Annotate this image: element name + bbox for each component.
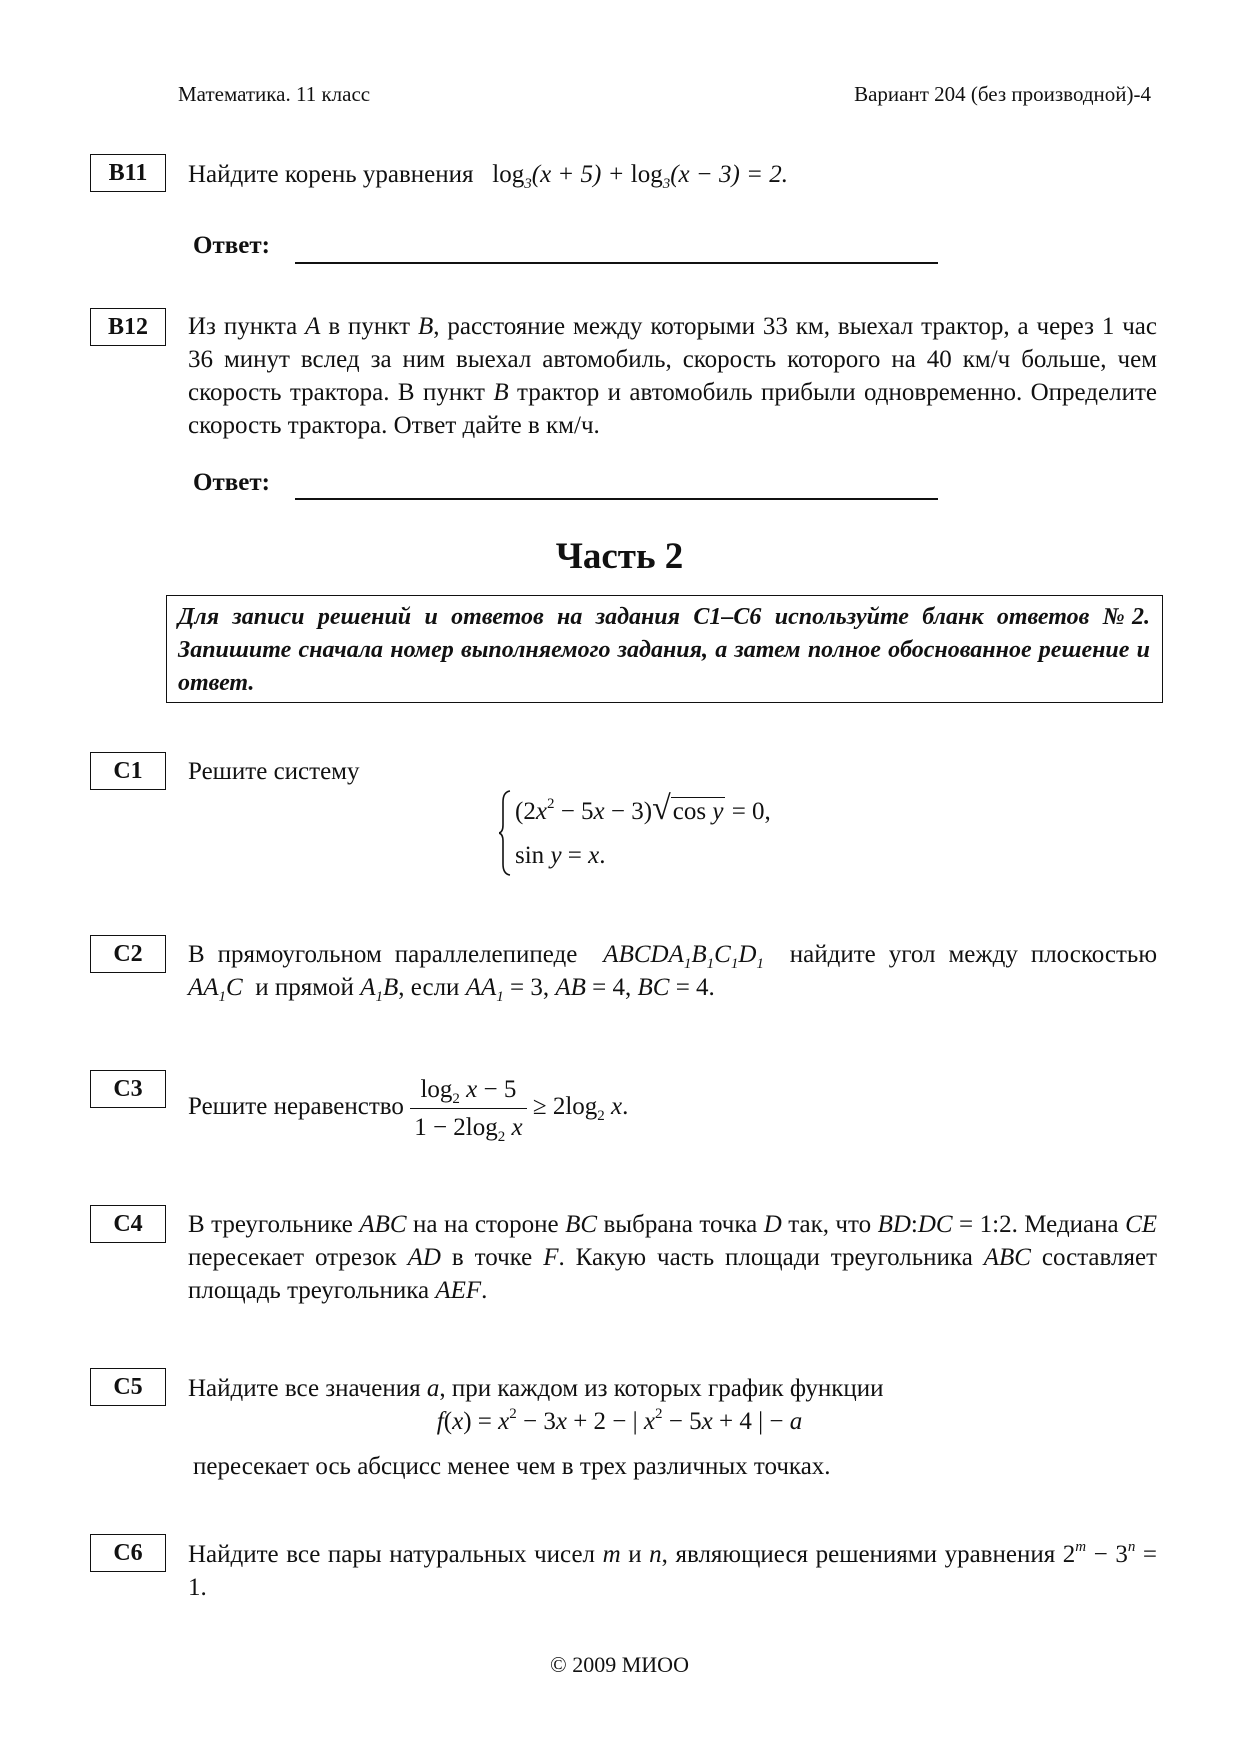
task-c4-part: на стороне <box>444 1211 559 1238</box>
task-c4-part: . Медиана <box>1011 1211 1119 1238</box>
part-2-instruction: Для записи решений и ответов на задания С1–С6 используйте бланк ответов №2. Запишите сначала номер выполняемого задания, а затем полное обоснованное решение и ответ. <box>166 595 1163 703</box>
task-label-c6: C6 <box>90 1534 166 1572</box>
task-c2-part: В прямоугольном параллелепипеде <box>188 941 578 968</box>
task-c5-part: , при каждом из которых график функции <box>439 1375 884 1402</box>
task-c4-part: В треугольнике <box>188 1211 353 1238</box>
answer-label-b11: Ответ: <box>193 232 270 259</box>
task-c4-text: В треугольнике ABC на на стороне BC выбрана точка D так, что BD:DC = 1:2. Медиана CE пересекает отрезок AD в точке F. Какую часть площади треугольника ABC составляет площадь треугольника AEF. <box>188 1211 1158 1304</box>
point-a: A <box>305 313 321 340</box>
task-b12-text <box>188 310 1157 442</box>
task-c3-fraction: $\frac{\log_2 x - 5}{1 - 2\log_2 x}$ <box>410 1073 526 1144</box>
task-b11-equation: $\log_3(x + 5) + \log_3(x - 3) = 2$. <box>492 161 788 192</box>
task-label-b12: B12 <box>90 308 166 346</box>
task-c4-part: . Какую часть площади треугольника <box>558 1244 973 1271</box>
system-equation-2: sin y = x. <box>515 842 606 869</box>
task-b12-part: трактор и автомобиль прибыли одновременно. Определите скорость трактора. Ответ дайте в км/ч. <box>188 379 1157 439</box>
task-b11-prompt: Найдите корень уравнения <box>188 161 474 188</box>
system-brace <box>499 790 511 876</box>
point-b: B <box>417 313 434 340</box>
task-b12-part: Из пункта <box>188 313 298 340</box>
header-variant: Вариант 204 (без производной)-4 <box>854 82 1151 106</box>
task-c5-formula: $f(x) = x^2 - 3x + 2$ − | $x^2 - 5x + 4$ | − a <box>436 1406 803 1435</box>
task-c4-part: так, что <box>788 1211 872 1238</box>
task-c6-part: Найдите все пары натуральных чисел <box>188 1541 596 1568</box>
part-2-title: Часть 2 <box>555 536 684 577</box>
task-c6-part: , являющиеся решениями уравнения <box>661 1541 1056 1568</box>
task-c2-part: и прямой <box>255 974 354 1001</box>
point-b: B <box>493 379 509 406</box>
task-label-c2: C2 <box>90 935 166 973</box>
task-c4-part: выбрана точка <box>603 1211 758 1238</box>
header-subject: Математика. 11 класс <box>178 82 371 106</box>
answer-label-b12: Ответ: <box>193 469 270 496</box>
task-c1-prompt: Решите систему <box>188 758 360 785</box>
task-label-c3: C3 <box>90 1070 166 1108</box>
task-c5-part: Найдите все значения <box>188 1375 421 1402</box>
footer-copyright: © 2009 МИОО <box>550 1652 689 1677</box>
task-c5-line1: Найдите все значения a, при каждом из которых график функции <box>188 1375 884 1402</box>
task-c6-text: Найдите все пары натуральных чисел m и n, являющиеся решениями уравнения $2^m - 3^n = 1$. <box>188 1539 1157 1601</box>
task-label-c1: C1 <box>90 752 166 790</box>
task-c2-part: , если <box>398 974 460 1001</box>
task-c3-text: Решите неравенство $\frac{\log_2 x - 5}{1 - 2\log_2 x}$ ≥ $2\log_2$ x. <box>188 1073 1157 1144</box>
task-c2-part: найдите угол между плоскостью <box>789 941 1158 968</box>
task-label-c5: C5 <box>90 1368 166 1406</box>
answer-line-b11[interactable] <box>295 262 938 264</box>
answer-line-b12[interactable] <box>295 498 938 500</box>
task-c4-part: в точке <box>451 1244 533 1271</box>
task-c2-text: В прямоугольном параллелепипеде $ABCDA_1B_1C_1D_1$ найдите угол между плоскостью $AA_1C$ и прямой $A_1B$, если $AA_1 = 3$, AB = 4, BC = 4. <box>188 941 1158 1005</box>
task-c1-system <box>515 790 771 878</box>
task-b12-part: в пункт <box>328 313 411 340</box>
task-c3-prompt: Решите неравенство <box>188 1093 404 1121</box>
task-b11-text <box>188 158 1157 191</box>
task-c4-part: составляет площадь треугольника <box>188 1244 1158 1304</box>
task-c5-line3: пересекает ось абсцисс менее чем в трех различных точках. <box>193 1453 831 1480</box>
task-b12-part: , расстояние между которыми 33 км, выехал трактор, а через 1 час 36 минут вслед за ним выехал автомобиль, скорость которого на 40 км/ч больше, чем скорость трактора. В пункт <box>188 313 1158 406</box>
task-c4-part: пересекает отрезок <box>188 1244 397 1271</box>
task-label-c4: C4 <box>90 1205 166 1243</box>
task-label-b11: B11 <box>90 154 166 192</box>
system-equation-1: $(2x^2 - 5x - 3)√\cos$ y = 0, <box>515 790 771 827</box>
task-c6-part: и <box>628 1541 642 1568</box>
